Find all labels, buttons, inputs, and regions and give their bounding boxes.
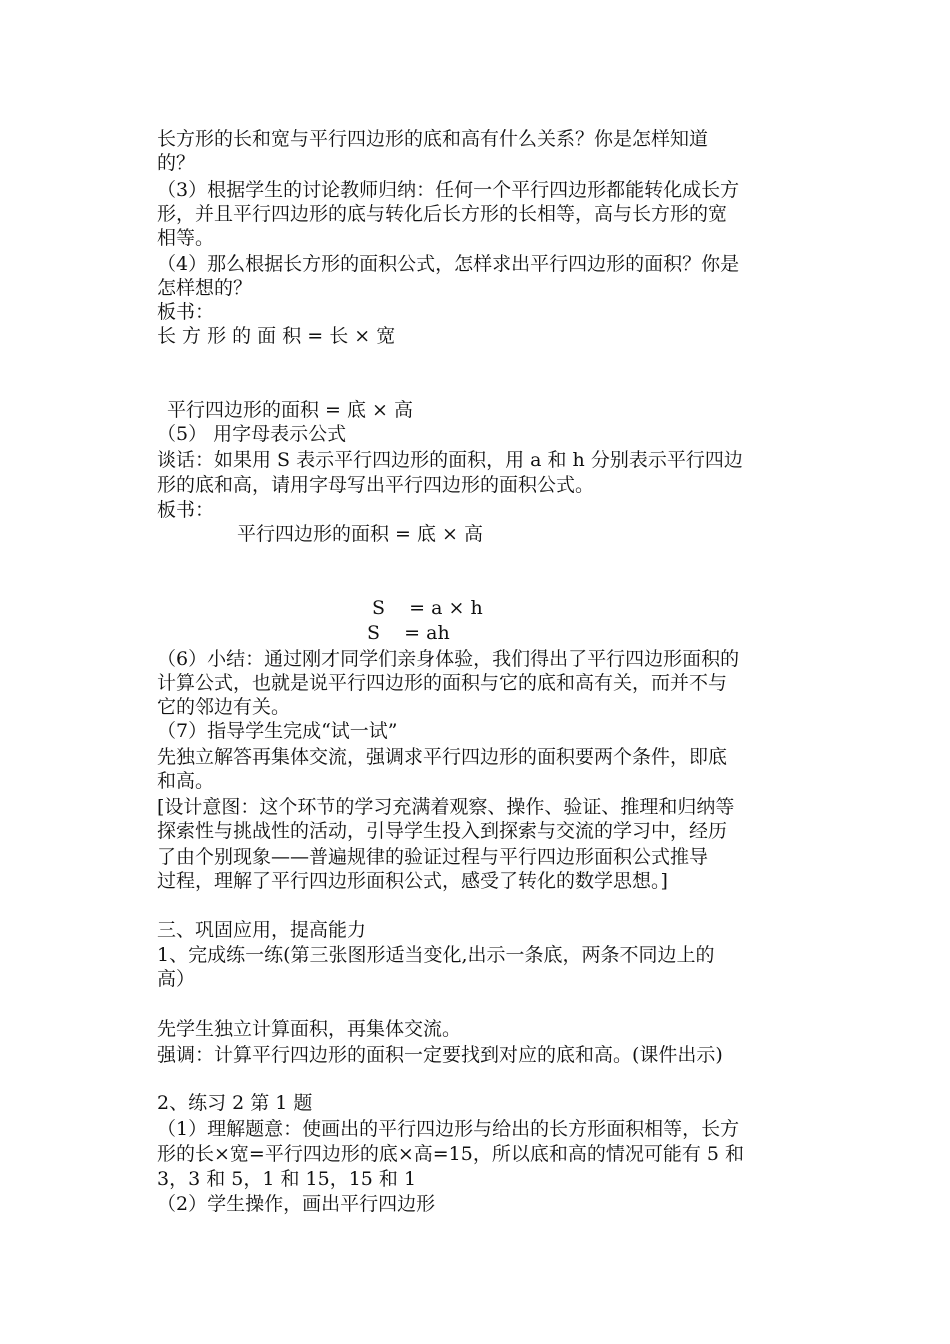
text-line: 计算公式，也就是说平行四边形的面积与它的底和高有关，而并不与 — [157, 672, 728, 694]
text-line: 高） — [157, 968, 196, 990]
board-label: 板书： — [157, 301, 215, 323]
text-line: （1）理解题意：使画出的平行四边形与给出的长方形面积相等，长方 — [157, 1118, 740, 1140]
formula-rectangle-area: 长 方 形 的 面 积 = 长 × 宽 — [157, 325, 396, 347]
text-line: 强调：计算平行四边形的面积一定要找到对应的底和高。(课件出示) — [157, 1044, 723, 1066]
text-line: 的？ — [157, 152, 196, 174]
text-line: 先学生独立计算面积，再集体交流。 — [157, 1018, 462, 1040]
section-heading-5: （5） 用字母表示公式 — [157, 423, 347, 445]
text-line: 它的邻边有关。 — [157, 696, 291, 718]
design-intent-text: [设计意图：这个环节的学习充满着观察、操作、验证、推理和归纳等 — [157, 796, 735, 818]
text-line: 形，并且平行四边形的底与转化后长方形的长相等，高与长方形的宽 — [157, 203, 728, 225]
formula-s-equals-a-times-h: S = a × h — [372, 597, 483, 619]
formula-s-equals-ah: S = ah — [367, 622, 450, 644]
section-heading-three: 三、巩固应用，提高能力 — [157, 919, 367, 941]
text-line: 形的长×宽=平行四边形的底×高=15，所以底和高的情况可能有 5 和 — [157, 1143, 745, 1165]
text-line: （4）那么根据长方形的面积公式，怎样求出平行四边形的面积？你是 — [157, 253, 740, 275]
text-line: （6）小结：通过刚才同学们亲身体验，我们得出了平行四边形面积的 — [157, 648, 740, 670]
text-line: 形的底和高，请用字母写出平行四边形的面积公式。 — [157, 474, 595, 496]
design-intent-text: 探索性与挑战性的活动，引导学生投入到探索与交流的学习中，经历 — [157, 820, 728, 842]
text-line: 先独立解答再集体交流，强调求平行四边形的面积要两个条件，即底 — [157, 746, 728, 768]
text-line: 长方形的长和宽与平行四边形的底和高有什么关系？你是怎样知道 — [157, 128, 709, 150]
text-line: 和高。 — [157, 770, 215, 792]
design-intent-text: 过程，理解了平行四边形面积公式，感受了转化的数学思想。] — [157, 870, 668, 892]
text-line: 怎样想的？ — [157, 277, 253, 299]
text-line: 相等。 — [157, 227, 215, 249]
formula-parallelogram-area: 平行四边形的面积 = 底 × 高 — [167, 399, 413, 421]
design-intent-text: 了由个别现象——普遍规律的验证过程与平行四边形面积公式推导 — [157, 846, 709, 868]
text-line: （3）根据学生的讨论教师归纳：任何一个平行四边形都能转化成长方 — [157, 179, 740, 201]
text-line: 1、完成练一练(第三张图形适当变化,出示一条底，两条不同边上的 — [157, 944, 715, 966]
section-heading-7: （7）指导学生完成“试一试” — [157, 720, 398, 742]
text-line: 3，3 和 5，1 和 15，15 和 1 — [157, 1168, 417, 1190]
exercise-heading: 2、练习 2 第 1 题 — [157, 1092, 313, 1114]
text-line: （2）学生操作，画出平行四边形 — [157, 1193, 436, 1215]
text-line: 谈话：如果用 S 表示平行四边形的面积，用 a 和 h 分别表示平行四边 — [157, 449, 743, 471]
board-label: 板书： — [157, 499, 215, 521]
formula-parallelogram-area-board: 平行四边形的面积 = 底 × 高 — [237, 523, 483, 545]
